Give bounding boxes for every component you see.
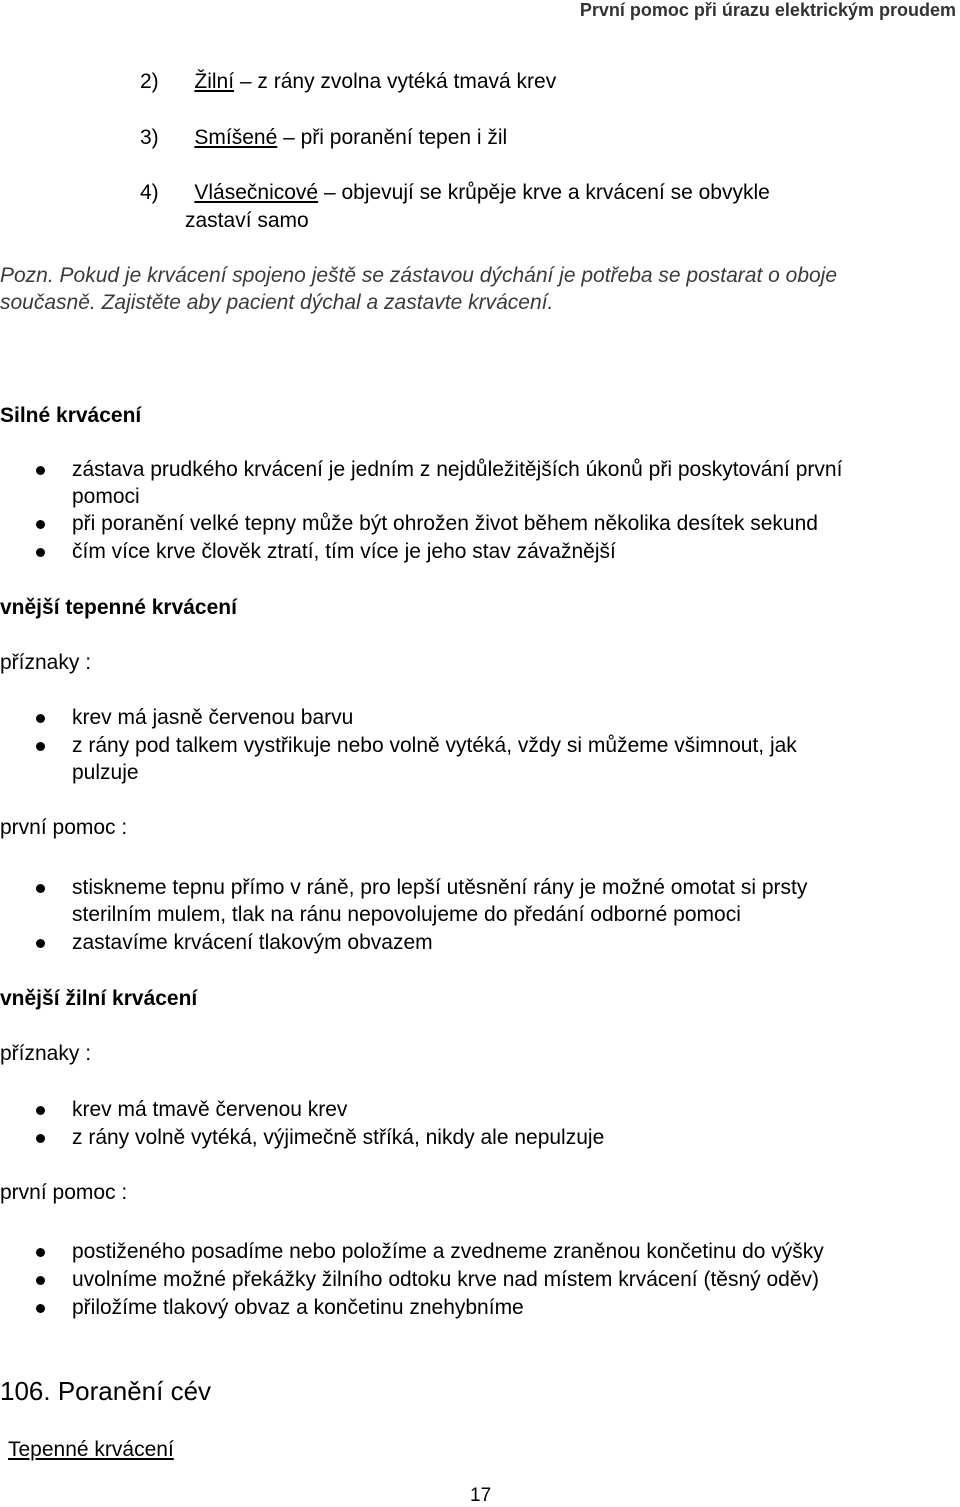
heading-tepenne: vnější tepenné krvácení [0,596,237,619]
heading-silne-krvaceni: Silné krvácení [0,404,142,427]
running-header: První pomoc při úrazu elektrickým proudem [579,0,956,20]
tepenne-symptom-1: krev má jasně červenou barvu [72,706,354,729]
bullet-icon [36,548,45,557]
term-vlasecnicove: Vlásečnicové [194,181,319,204]
item-number: 4) [140,181,159,204]
list-item-2 [140,68,556,95]
silne-bullet-1: zástava prudkého krvácení je jedním z nejdůležitějších úkonů při poskytování první [72,458,843,481]
zilni-symptom-1: krev má tmavě červenou krev [72,1098,348,1121]
item-text: – při poranění tepen i žil [277,126,508,149]
item-number: 3) [140,126,159,149]
item-number: 2) [140,70,159,93]
link-tepenne-krvaceni[interactable]: Tepenné krvácení [8,1438,174,1461]
bullet-icon [36,1304,45,1313]
heading-zilni: vnější žilní krvácení [0,987,198,1010]
list-item-4 [140,179,770,206]
list-item-4-cont: zastaví samo [185,209,309,232]
term-zilni: Žilní [194,70,235,93]
tepenne-symptom-2-cont: pulzuje [72,761,139,784]
note-line-1: Pozn. Pokud je krvácení spojeno ještě se zástavou dýchání je potřeba se postarat o oboje [0,264,838,287]
tepenne-aid-2: zastavíme krvácení tlakovým obvazem [72,931,433,954]
bullet-icon [36,884,45,893]
zilni-symptom-2: z rány volně vytéká, výjimečně stříká, nikdy ale nepulzuje [72,1126,605,1149]
zilni-aid-3: přiložíme tlakový obvaz a končetinu znehybníme [72,1296,524,1319]
bullet-icon [36,1106,45,1115]
bullet-icon [36,466,45,475]
silne-bullet-2: při poranění velké tepny může být ohrožen život během několika desítek sekund [72,512,818,535]
term-smisene: Smíšené [194,126,278,149]
silne-bullet-3: čím více krve člověk ztratí, tím více je jeho stav závažnější [72,540,616,563]
tepenne-symptom-2: z rány pod talkem vystřikuje nebo volně vytéká, vždy si můžeme všimnout, jak [72,734,797,757]
tepenne-aid-1: stiskneme tepnu přímo v ráně, pro lepší utěsnění rány je možné omotat si prsty [72,876,808,899]
silne-bullet-1-cont: pomoci [72,485,140,508]
tepenne-aid-1-cont: sterilním mulem, tlak na ránu nepovolujeme do předání odborné pomoci [72,903,741,926]
zilni-aid-label: první pomoc : [0,1181,128,1204]
item-text: – z rány zvolna vytéká tmavá krev [234,70,557,93]
zilni-aid-2: uvolníme možné překážky žilního odtoku krve nad místem krvácení (těsný oděv) [72,1268,819,1291]
bullet-icon [36,939,45,948]
tepenne-aid-label: první pomoc : [0,816,128,839]
page-number: 17 [470,1485,492,1506]
bullet-icon [36,1248,45,1257]
bullet-icon [36,742,45,751]
list-item-3 [140,124,507,151]
zilni-aid-1: postiženého posadíme nebo položíme a zvedneme zraněnou končetinu do výšky [72,1240,824,1263]
bullet-icon [36,1134,45,1143]
note-line-2: současně. Zajistěte aby pacient dýchal a zastavte krvácení. [0,291,554,314]
section-title: 106. Poranění cév [0,1376,212,1406]
bullet-icon [36,714,45,723]
item-text: – objevují se krůpěje krve a krvácení se obvykle [318,181,770,204]
tepenne-symptoms-label: příznaky : [0,651,92,674]
zilni-symptoms-label: příznaky : [0,1042,92,1065]
bullet-icon [36,1276,45,1285]
bullet-icon [36,520,45,529]
